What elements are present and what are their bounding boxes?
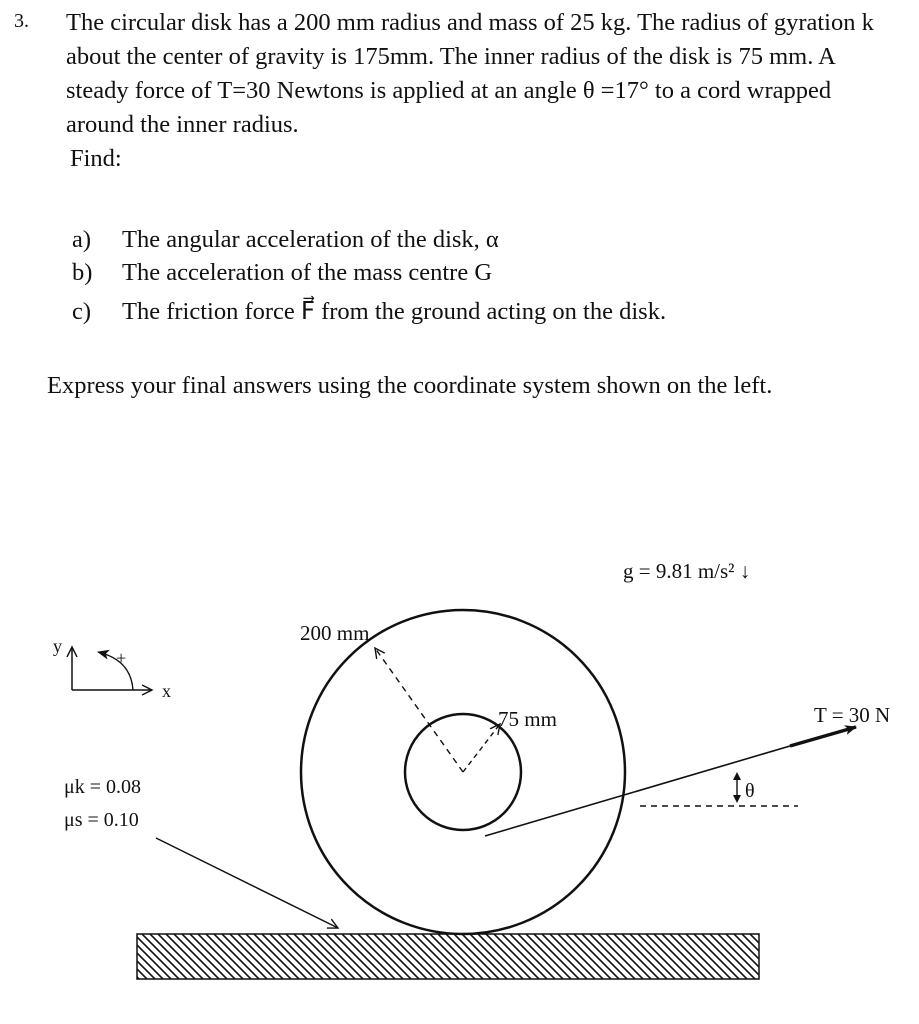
- y-axis-label: y: [53, 636, 62, 656]
- question-text-b: The acceleration of the mass centre G: [122, 259, 493, 286]
- theta-label: θ: [745, 780, 755, 802]
- contact-pointer-line: [156, 838, 338, 928]
- problem-number: 3.: [14, 10, 29, 32]
- express-instruction: Express your final answers using the coordinate system shown on the left.: [47, 372, 773, 399]
- outer-radius-dimension: [375, 648, 463, 772]
- outer-radius-label: 200 mm: [300, 621, 370, 645]
- tension-arrow: [790, 727, 856, 746]
- ground-hatched: [137, 934, 759, 979]
- question-label-c: c): [72, 298, 92, 325]
- question-text-c: The friction force F⃗ from the ground acting on the disk.: [122, 298, 667, 325]
- question-label-b: b): [72, 259, 93, 286]
- tension-label: T = 30 N: [814, 703, 891, 727]
- rotation-sign: +: [116, 648, 127, 668]
- gravity-label: g = 9.81 m/s² ↓: [623, 559, 751, 583]
- question-label-a: a): [72, 226, 92, 253]
- theta-arrow-down-icon: [733, 795, 741, 803]
- mu-k-label: μk = 0.08: [64, 776, 142, 798]
- mu-s-label: μs = 0.10: [64, 809, 139, 831]
- coordinate-axes: [53, 636, 171, 701]
- inner-radius-dimension: [463, 724, 500, 772]
- x-axis-label: x: [162, 681, 171, 701]
- theta-arrow-up-icon: [733, 772, 741, 780]
- problem-statement: The circular disk has a 200 mm radius and mass of 25 kg. The radius of gyration k about the center of gravity is 175mm. The inner radius of the disk is 75 mm. A steady force of T=30 Newtons is applied at an angle θ =17° to a cord wrapped around the inner radius.: [66, 9, 874, 138]
- inner-radius-label: 75 mm: [498, 707, 557, 731]
- find-label: Find:: [70, 145, 122, 172]
- question-text-a: The angular acceleration of the disk, α: [122, 226, 499, 253]
